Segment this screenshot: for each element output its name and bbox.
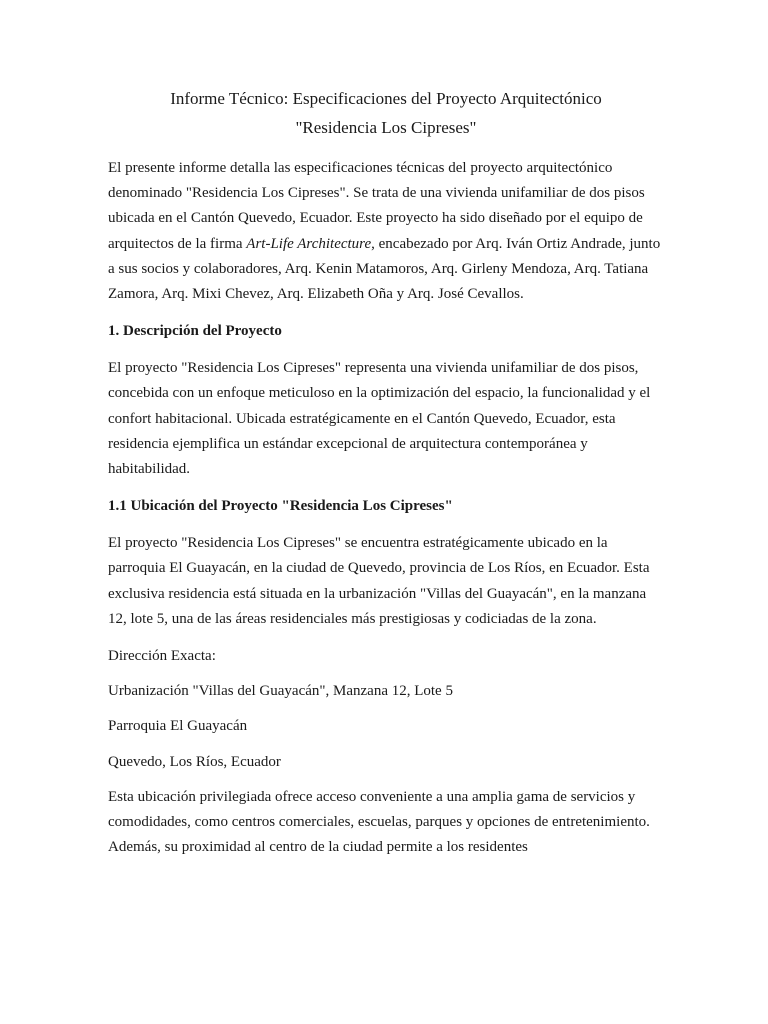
section-1-heading: 1. Descripción del Proyecto [108, 323, 282, 340]
document-title [108, 84, 664, 142]
address-line-1: Urbanización "Villas del Guayacán", Manzana 12, Lote 5 [108, 683, 453, 700]
firm-name: Art-Life Architecture [246, 235, 372, 252]
intro-text-end: , encabezado por Arq. Iván Ortiz Andrade, junto a sus socios y colaboradores, Arq. Kenin Matamoros, Arq. Girleny Mendoza, Arq. Tatiana Zamora, Arq. Mixi Chevez, Arq. Elizabeth Oña y Arq. José Cevallos. [108, 235, 661, 303]
title-line-2: "Residencia Los Cipreses" [295, 118, 477, 137]
title-line-1: Informe Técnico: Especificaciones del Proyecto Arquitectónico [170, 89, 602, 108]
intro-paragraph [108, 156, 664, 307]
section-1-1-paragraph: El proyecto "Residencia Los Cipreses" se encuentra estratégicamente ubicado en la parroquia El Guayacán, en la ciudad de Quevedo, provincia de Los Ríos, en Ecuador. Esta exclusiva residencia está situada en la urbanización "Villas del Guayacán", en la manzana 12, lote 5, una de las áreas residenciales más prestigiosas y codiciadas de la zona. [108, 535, 650, 627]
address-line-3: Quevedo, Los Ríos, Ecuador [108, 753, 281, 770]
closing-paragraph: Esta ubicación privilegiada ofrece acceso conveniente a una amplia gama de servicios y comodidades, como centros comerciales, escuelas, parques y opciones de entretenimiento. Además, su proximidad al centro de la ciudad permite a los residentes [108, 788, 650, 856]
intro-text-start: El presente informe detalla las especificaciones técnicas del proyecto arquitectónico denominado "Residencia Los Cipreses". Se trata de una vivienda unifamiliar de dos pisos ubicada en el Cantón Quevedo, Ecuador. Este proyecto ha sido diseñado por el equipo de arquitectos de la firma [108, 160, 645, 252]
section-1-paragraph: El proyecto "Residencia Los Cipreses" representa una vivienda unifamiliar de dos pisos, concebida con un enfoque meticuloso en la optimización del espacio, la funcionalidad y el confort habitacional. Ubicada estratégicamente en el Cantón Quevedo, Ecuador, esta residencia ejemplifica un estándar excepcional de arquitectura contemporánea y habitabilidad. [108, 360, 651, 478]
document-body [108, 84, 664, 872]
address-label: Dirección Exacta: [108, 648, 216, 665]
address-line-2: Parroquia El Guayacán [108, 718, 248, 735]
section-1-1-heading: 1.1 Ubicación del Proyecto "Residencia Los Cipreses" [108, 498, 453, 515]
